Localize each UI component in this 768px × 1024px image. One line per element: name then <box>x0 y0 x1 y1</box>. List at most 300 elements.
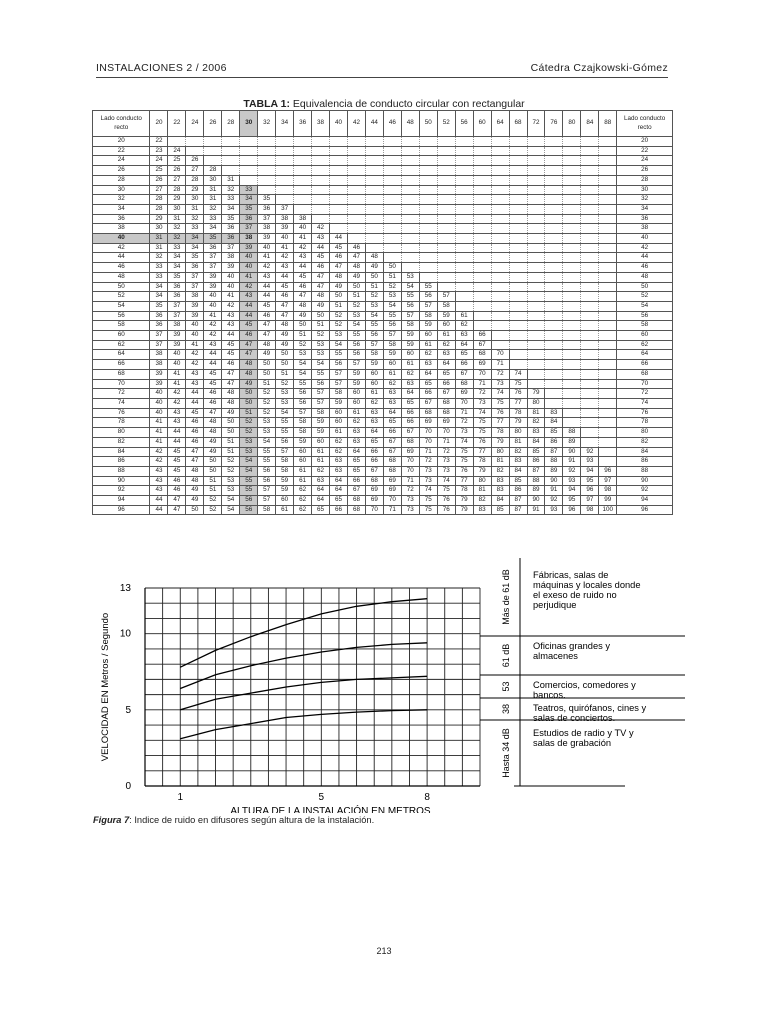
table-cell: 64 <box>419 369 437 379</box>
table-cell: 49 <box>276 331 294 341</box>
x-axis-label: ALTURA DE LA INSTALACIÓN EN METROS <box>230 806 431 813</box>
table-cell <box>365 175 383 185</box>
table-cell: 53 <box>383 292 401 302</box>
table-cell <box>455 234 473 244</box>
table-cell <box>401 253 419 263</box>
band-description-line: salas de conciertos. <box>533 713 616 723</box>
table-cell: 56 <box>258 466 276 476</box>
table-cell <box>455 137 473 147</box>
table-cell <box>527 263 545 273</box>
band-description-line: máquinas y locales donde <box>533 580 641 590</box>
table-cell: 72 <box>401 486 419 496</box>
table-cell <box>330 175 348 185</box>
table-cell: 73 <box>437 466 455 476</box>
table-title <box>0 98 768 110</box>
table-cell: 63 <box>365 418 383 428</box>
table-cell: 75 <box>509 379 527 389</box>
table-cell: 54 <box>276 408 294 418</box>
table-cell: 59 <box>365 360 383 370</box>
table-cell: 70 <box>419 437 437 447</box>
table-cell: 48 <box>204 418 222 428</box>
row-side-label: 28 <box>93 175 150 185</box>
row-side-label: 82 <box>93 437 150 447</box>
table-cell <box>383 146 401 156</box>
table-cell: 54 <box>401 282 419 292</box>
table-cell: 40 <box>168 350 186 360</box>
table-cell: 34 <box>150 282 168 292</box>
table-cell: 55 <box>347 331 365 341</box>
table-cell <box>473 321 491 331</box>
table-cell: 47 <box>186 457 204 467</box>
table-cell: 57 <box>347 360 365 370</box>
table-cell: 49 <box>186 486 204 496</box>
table-cell <box>545 321 563 331</box>
table-cell: 87 <box>545 447 563 457</box>
table-cell: 57 <box>258 486 276 496</box>
table-cell: 34 <box>222 204 240 214</box>
row-side-label-right: 90 <box>617 476 673 486</box>
table-cell <box>347 224 365 234</box>
table-cell: 61 <box>419 340 437 350</box>
table-cell: 57 <box>312 398 330 408</box>
table-cell: 49 <box>312 301 330 311</box>
table-cell: 34 <box>204 224 222 234</box>
table-cell <box>545 379 563 389</box>
table-cell <box>509 243 527 253</box>
table-cell: 51 <box>240 408 258 418</box>
table-cell <box>599 428 617 438</box>
table-cell: 52 <box>330 321 348 331</box>
table-cell: 74 <box>491 389 509 399</box>
table-cell: 70 <box>491 350 509 360</box>
header-rule <box>96 77 668 78</box>
table-cell: 44 <box>258 282 276 292</box>
table-cell <box>204 137 222 147</box>
table-cell: 42 <box>222 301 240 311</box>
table-cell: 39 <box>222 263 240 273</box>
table-cell: 46 <box>312 263 330 273</box>
table-cell: 44 <box>222 331 240 341</box>
row-side-label: 94 <box>93 496 150 506</box>
table-cell <box>599 321 617 331</box>
table-cell: 45 <box>294 272 312 282</box>
band-description-line: perjudique <box>533 600 577 610</box>
table-cell: 83 <box>509 457 527 467</box>
table-cell: 83 <box>491 476 509 486</box>
table-cell <box>455 263 473 273</box>
row-side-label-right: 34 <box>617 204 673 214</box>
table-cell <box>347 137 365 147</box>
table-cell <box>599 369 617 379</box>
table-cell: 52 <box>222 466 240 476</box>
table-cell: 53 <box>222 486 240 496</box>
table-cell <box>312 156 330 166</box>
table-cell: 65 <box>437 369 455 379</box>
row-side-label: 32 <box>93 195 150 205</box>
table-cell <box>330 137 348 147</box>
row-side-label-right: 46 <box>617 263 673 273</box>
table-cell: 52 <box>383 282 401 292</box>
table-cell <box>581 369 599 379</box>
table-cell: 41 <box>150 428 168 438</box>
row-side-label: 20 <box>93 137 150 147</box>
table-cell: 51 <box>204 476 222 486</box>
row-side-label-right: 42 <box>617 243 673 253</box>
table-cell: 42 <box>186 360 204 370</box>
table-cell: 37 <box>150 331 168 341</box>
table-cell: 59 <box>383 350 401 360</box>
table-cell <box>581 263 599 273</box>
table-cell <box>509 185 527 195</box>
table-cell: 98 <box>581 505 599 515</box>
table-cell: 55 <box>258 447 276 457</box>
header-left: INSTALACIONES 2 / 2006 <box>96 62 227 74</box>
table-cell: 23 <box>150 146 168 156</box>
table-cell <box>599 418 617 428</box>
table-cell <box>491 340 509 350</box>
column-header: 38 <box>312 111 330 137</box>
table-cell <box>240 146 258 156</box>
table-cell: 63 <box>347 437 365 447</box>
table-cell: 42 <box>204 331 222 341</box>
band-description-line: Fábricas, salas de <box>533 570 609 580</box>
column-header: 88 <box>599 111 617 137</box>
table-cell: 75 <box>491 398 509 408</box>
table-cell: 43 <box>222 321 240 331</box>
table-cell: 79 <box>491 437 509 447</box>
table-cell <box>599 311 617 321</box>
table-cell: 61 <box>276 505 294 515</box>
table-cell: 37 <box>186 272 204 282</box>
table-cell: 49 <box>365 263 383 273</box>
column-header: 24 <box>186 111 204 137</box>
row-side-label-right: 74 <box>617 398 673 408</box>
table-cell <box>599 379 617 389</box>
table-cell: 54 <box>222 505 240 515</box>
table-cell <box>509 340 527 350</box>
row-side-label-right: 70 <box>617 379 673 389</box>
table-cell: 49 <box>347 272 365 282</box>
table-cell: 62 <box>383 379 401 389</box>
table-cell: 59 <box>347 379 365 389</box>
table-cell: 53 <box>258 428 276 438</box>
table-cell: 47 <box>312 282 330 292</box>
table-cell: 69 <box>455 389 473 399</box>
row-side-label: 40 <box>93 234 150 244</box>
table-cell <box>527 350 545 360</box>
band-db-label: 61 dB <box>501 643 511 668</box>
table-cell <box>563 379 581 389</box>
table-cell <box>545 350 563 360</box>
table-cell <box>581 137 599 147</box>
table-cell <box>527 137 545 147</box>
table-cell: 68 <box>419 408 437 418</box>
table-row <box>93 389 673 399</box>
table-cell <box>581 418 599 428</box>
table-cell <box>581 389 599 399</box>
table-cell: 83 <box>545 408 563 418</box>
table-cell: 73 <box>491 379 509 389</box>
table-cell: 71 <box>383 505 401 515</box>
table-cell: 81 <box>509 437 527 447</box>
table-cell: 47 <box>258 321 276 331</box>
table-cell <box>419 224 437 234</box>
table-cell: 35 <box>168 272 186 282</box>
table-cell: 44 <box>168 428 186 438</box>
figure-caption-text: : Indice de ruido en difusores según altura de la instalación. <box>129 815 375 825</box>
table-cell: 55 <box>365 321 383 331</box>
table-cell: 53 <box>222 476 240 486</box>
table-cell: 45 <box>258 301 276 311</box>
table-cell: 50 <box>240 398 258 408</box>
corner-label-right: Lado conducto recto <box>617 111 673 137</box>
table-cell <box>545 340 563 350</box>
table-row <box>93 243 673 253</box>
table-cell: 33 <box>150 272 168 282</box>
table-cell: 41 <box>168 379 186 389</box>
table-cell: 51 <box>365 282 383 292</box>
table-cell: 52 <box>204 505 222 515</box>
table-cell <box>365 166 383 176</box>
table-cell <box>581 321 599 331</box>
table-row <box>93 146 673 156</box>
table-cell <box>455 204 473 214</box>
table-cell: 36 <box>258 204 276 214</box>
table-cell: 79 <box>473 466 491 476</box>
table-cell: 77 <box>455 476 473 486</box>
table-cell <box>258 137 276 147</box>
table-cell: 48 <box>240 369 258 379</box>
table-cell <box>581 156 599 166</box>
table-cell: 26 <box>150 175 168 185</box>
table-cell: 59 <box>401 340 419 350</box>
table-cell: 28 <box>150 204 168 214</box>
table-cell <box>527 156 545 166</box>
table-cell: 66 <box>365 457 383 467</box>
table-cell: 60 <box>294 447 312 457</box>
table-cell <box>527 195 545 205</box>
table-cell <box>599 301 617 311</box>
table-cell <box>401 195 419 205</box>
table-cell <box>491 263 509 273</box>
table-cell: 77 <box>491 418 509 428</box>
table-cell: 53 <box>294 350 312 360</box>
table-cell: 67 <box>473 340 491 350</box>
table-cell <box>312 146 330 156</box>
table-cell <box>599 175 617 185</box>
table-cell: 84 <box>527 437 545 447</box>
table-cell: 88 <box>545 457 563 467</box>
table-cell <box>563 204 581 214</box>
table-cell <box>581 243 599 253</box>
table-cell: 41 <box>150 418 168 428</box>
table-row <box>93 437 673 447</box>
table-cell <box>365 234 383 244</box>
table-cell: 33 <box>240 185 258 195</box>
table-cell: 28 <box>150 195 168 205</box>
table-cell: 51 <box>347 292 365 302</box>
table-cell: 45 <box>240 321 258 331</box>
table-cell: 78 <box>491 428 509 438</box>
table-cell: 79 <box>527 389 545 399</box>
table-cell: 40 <box>240 263 258 273</box>
table-cell: 45 <box>204 369 222 379</box>
table-cell <box>258 166 276 176</box>
table-cell: 74 <box>455 437 473 447</box>
table-cell: 74 <box>509 369 527 379</box>
table-cell: 57 <box>365 340 383 350</box>
table-cell: 46 <box>240 331 258 341</box>
table-cell <box>473 195 491 205</box>
table-row <box>93 408 673 418</box>
table-cell: 41 <box>186 340 204 350</box>
band-description-line: Comercios, comedores y <box>533 680 636 690</box>
table-cell <box>509 331 527 341</box>
row-side-label: 26 <box>93 166 150 176</box>
row-side-label: 90 <box>93 476 150 486</box>
table-cell: 48 <box>186 476 204 486</box>
table-cell: 36 <box>222 234 240 244</box>
table-cell: 74 <box>437 476 455 486</box>
table-cell: 40 <box>276 234 294 244</box>
table-cell: 24 <box>168 146 186 156</box>
table-cell <box>491 282 509 292</box>
table-cell <box>347 234 365 244</box>
table-cell <box>401 263 419 273</box>
table-cell <box>509 282 527 292</box>
table-cell: 62 <box>347 418 365 428</box>
table-cell: 60 <box>276 496 294 506</box>
table-cell <box>419 156 437 166</box>
table-cell: 55 <box>240 476 258 486</box>
table-cell: 34 <box>186 234 204 244</box>
table-cell: 45 <box>204 379 222 389</box>
table-cell <box>401 175 419 185</box>
table-cell: 36 <box>150 311 168 321</box>
table-cell <box>330 214 348 224</box>
table-cell: 80 <box>509 428 527 438</box>
table-cell <box>509 156 527 166</box>
table-cell <box>509 350 527 360</box>
table-cell: 56 <box>276 437 294 447</box>
table-cell <box>563 156 581 166</box>
table-cell <box>563 272 581 282</box>
table-cell <box>365 214 383 224</box>
table-cell: 41 <box>240 272 258 282</box>
table-cell: 76 <box>491 408 509 418</box>
table-cell <box>581 301 599 311</box>
table-cell: 50 <box>276 350 294 360</box>
y-tick-label: 10 <box>119 628 131 640</box>
table-cell: 44 <box>240 301 258 311</box>
table-cell: 67 <box>419 398 437 408</box>
table-cell: 51 <box>330 301 348 311</box>
table-cell: 63 <box>330 466 348 476</box>
table-row <box>93 457 673 467</box>
table-cell: 24 <box>150 156 168 166</box>
table-cell <box>276 175 294 185</box>
table-cell <box>383 166 401 176</box>
table-row <box>93 428 673 438</box>
row-side-label: 80 <box>93 428 150 438</box>
table-cell <box>527 204 545 214</box>
table-cell: 81 <box>527 408 545 418</box>
table-cell: 39 <box>168 340 186 350</box>
table-cell: 44 <box>294 263 312 273</box>
table-cell: 51 <box>222 447 240 457</box>
table-cell: 65 <box>330 496 348 506</box>
column-header: 28 <box>222 111 240 137</box>
table-cell: 59 <box>312 418 330 428</box>
table-cell <box>509 360 527 370</box>
table-cell <box>455 175 473 185</box>
table-cell <box>563 263 581 273</box>
table-cell: 58 <box>330 389 348 399</box>
table-cell: 49 <box>240 379 258 389</box>
table-cell: 48 <box>294 301 312 311</box>
table-cell: 68 <box>383 466 401 476</box>
table-cell <box>240 166 258 176</box>
table-cell: 78 <box>509 408 527 418</box>
table-cell <box>365 146 383 156</box>
table-cell <box>401 204 419 214</box>
table-cell <box>545 146 563 156</box>
table-cell: 80 <box>491 447 509 457</box>
table-cell: 50 <box>204 466 222 476</box>
table-cell <box>455 214 473 224</box>
row-side-label-right: 78 <box>617 418 673 428</box>
table-cell: 62 <box>330 437 348 447</box>
table-cell: 45 <box>186 408 204 418</box>
table-cell: 45 <box>312 253 330 263</box>
table-cell: 39 <box>168 331 186 341</box>
table-cell: 85 <box>545 428 563 438</box>
band-db-label: Más de 61 dB <box>501 569 511 625</box>
table-cell: 61 <box>312 447 330 457</box>
table-cell: 52 <box>330 311 348 321</box>
corner-label-left: Lado conducto recto <box>93 111 150 137</box>
table-cell: 39 <box>186 301 204 311</box>
table-cell: 56 <box>347 350 365 360</box>
table-cell: 47 <box>276 301 294 311</box>
table-cell: 67 <box>401 428 419 438</box>
table-cell: 40 <box>204 301 222 311</box>
table-cell <box>599 331 617 341</box>
table-cell: 48 <box>276 321 294 331</box>
table-cell: 47 <box>222 369 240 379</box>
table-cell: 56 <box>240 496 258 506</box>
table-cell <box>563 350 581 360</box>
table-cell <box>581 379 599 389</box>
row-side-label-right: 64 <box>617 350 673 360</box>
row-side-label-right: 24 <box>617 156 673 166</box>
table-cell <box>599 350 617 360</box>
table-cell <box>563 408 581 418</box>
table-cell: 43 <box>150 466 168 476</box>
table-cell: 62 <box>294 505 312 515</box>
table-cell <box>599 195 617 205</box>
table-cell: 55 <box>276 418 294 428</box>
table-cell <box>509 321 527 331</box>
table-row <box>93 137 673 147</box>
table-cell: 62 <box>312 466 330 476</box>
table-cell: 62 <box>330 447 348 457</box>
band-db-label: 38 <box>501 703 511 715</box>
table-cell: 47 <box>312 272 330 282</box>
band-description-line: bancos. <box>533 690 566 700</box>
table-cell: 34 <box>168 263 186 273</box>
table-cell <box>563 175 581 185</box>
